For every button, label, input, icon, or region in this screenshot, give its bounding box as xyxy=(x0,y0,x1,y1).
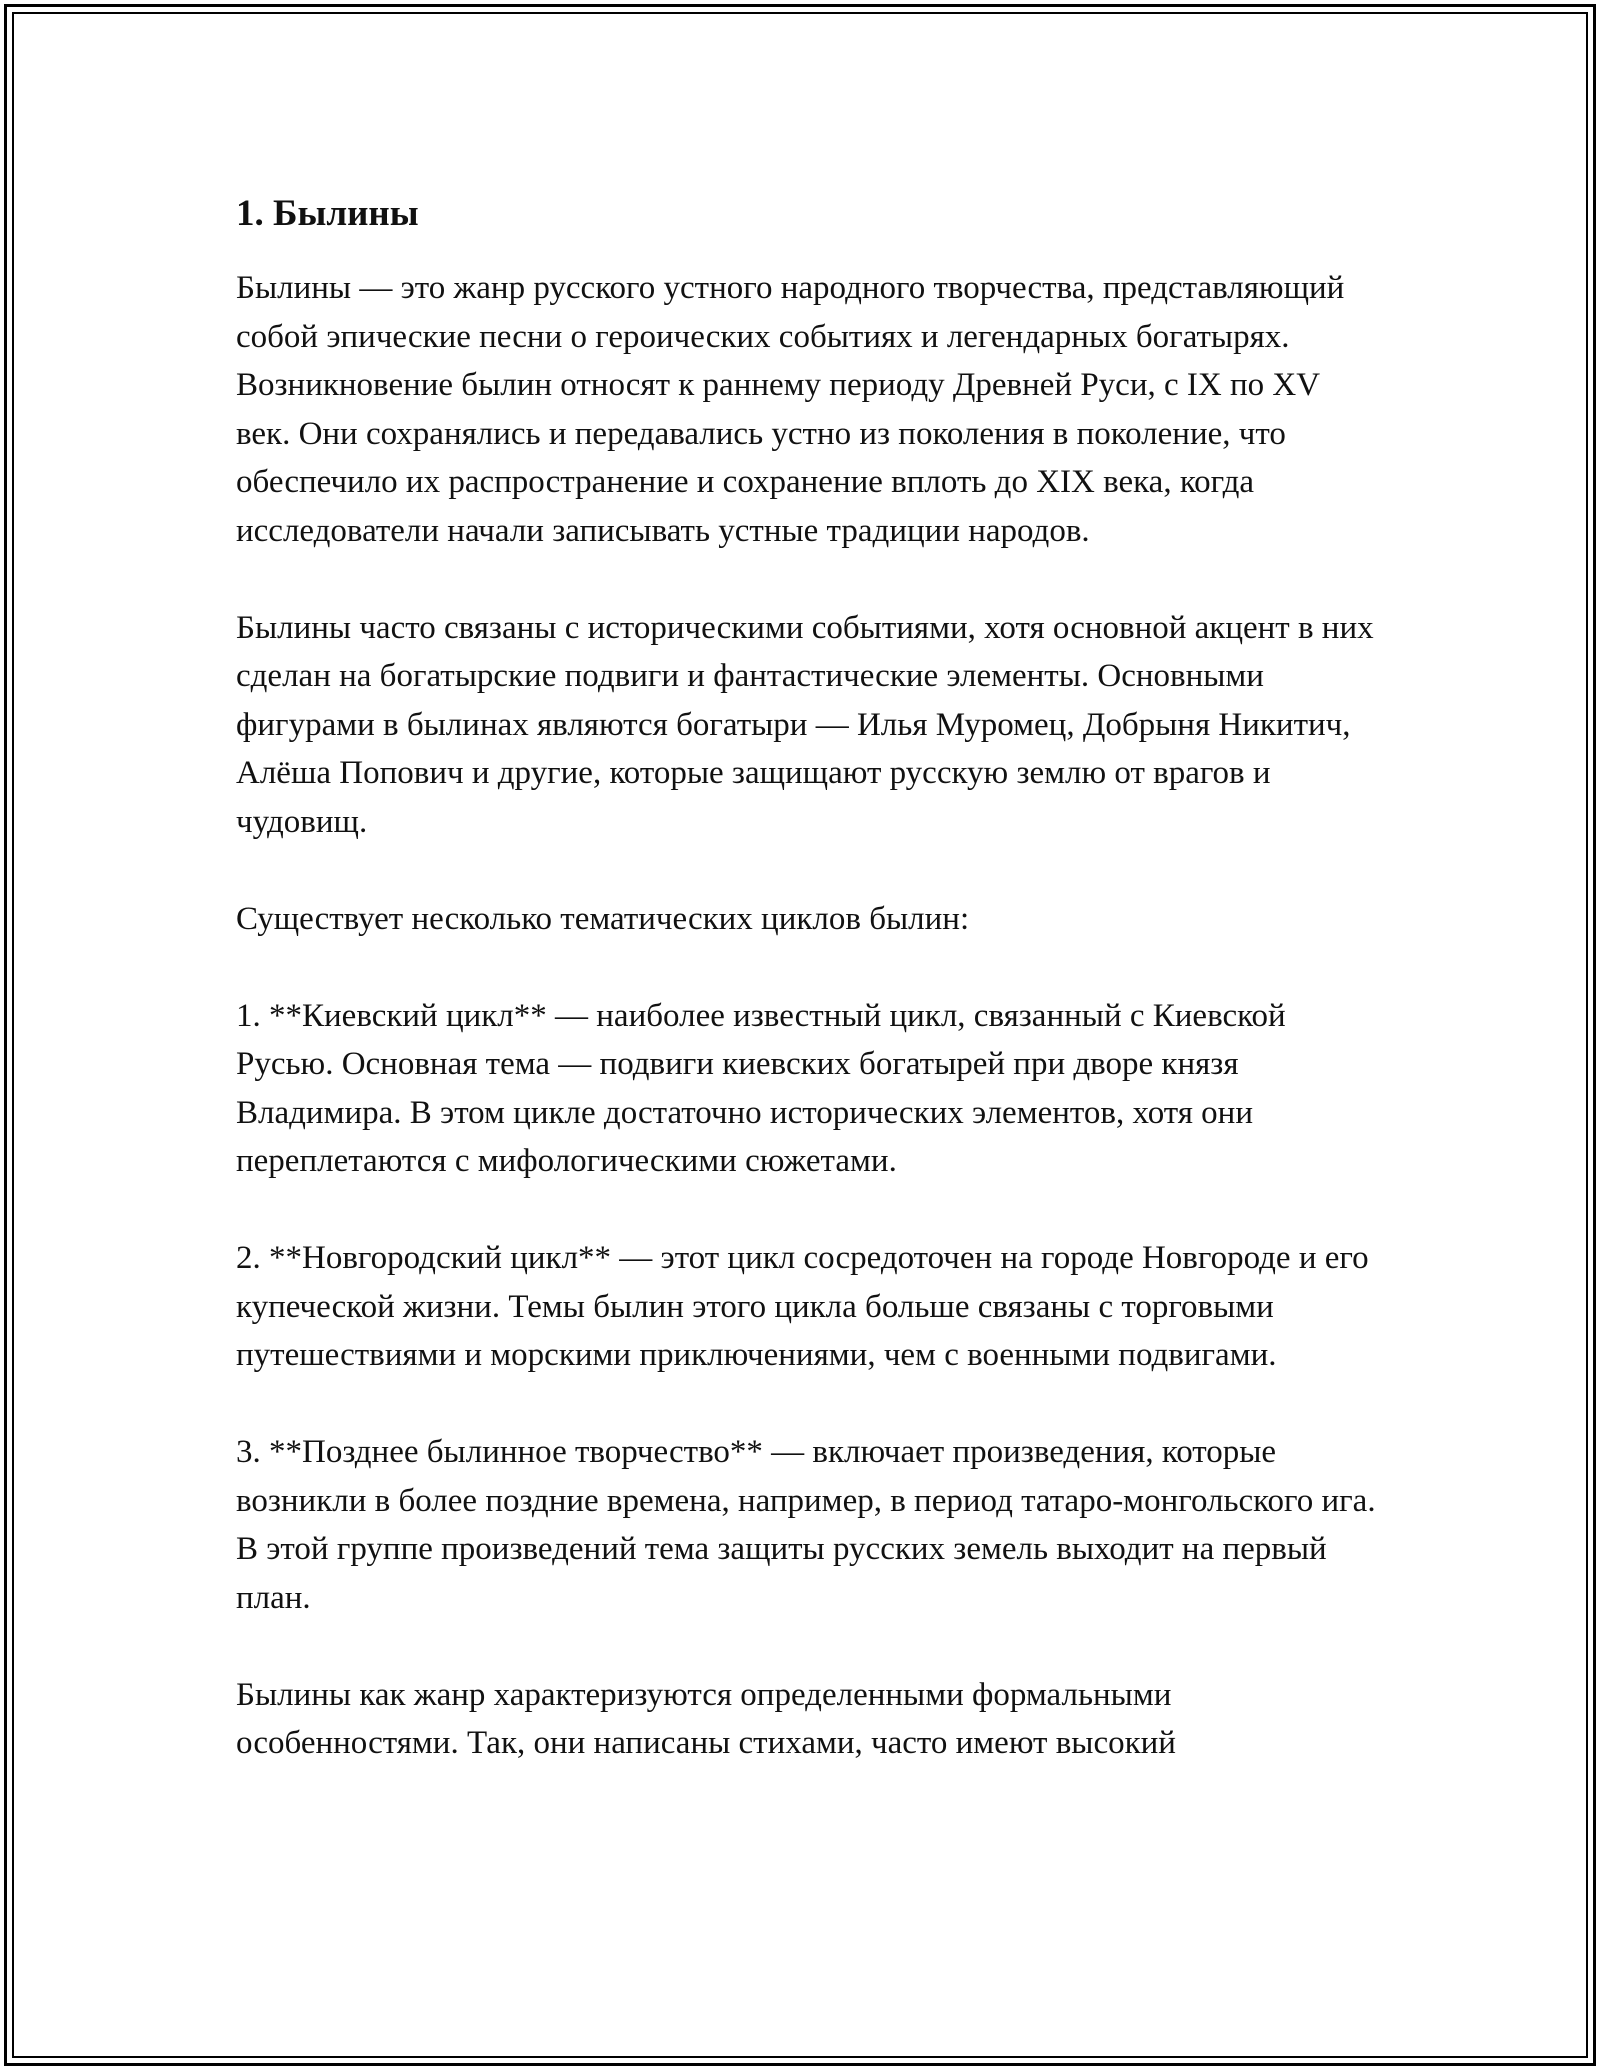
paragraph-novgorod-cycle: 2. **Новгородский цикл** — этот цикл сосредоточен на городе Новгороде и его купеческой жизни. Темы былин этого цикла больше связаны с торговыми путешествиями и морскими приключениями, чем с военными подвигами. xyxy=(236,1240,1369,1373)
section-heading: 1. Былины xyxy=(236,193,419,234)
paragraph-heroes: Былины часто связаны с историческими событиями, хотя основной акцент в них сделан на богатырские подвиги и фантастические элементы. Основными фигурами в былинах являются богатыри — Илья Муромец, Добрыня Никитич, Алёша Попович и другие, которые защищают русскую землю от врагов и чудовищ. xyxy=(236,609,1374,840)
paragraph-late-cycle: 3. **Позднее былинное творчество** — включает произведения, которые возникли в более поздние времена, например, в период татаро-монгольского ига. В этой группе произведений тема защиты русских земель выходит на первый план. xyxy=(236,1434,1376,1616)
paragraph-cycles-intro: Существует несколько тематических циклов былин: xyxy=(236,900,970,937)
paragraph-kiev-cycle: 1. **Киевский цикл** — наиболее известный цикл, связанный с Киевской Русью. Основная тема — подвиги киевских богатырей при дворе князя Владимира. В этом цикле достаточно исторических элементов, хотя они переплетаются с мифологическими сюжетами. xyxy=(236,997,1286,1179)
heading-spacer xyxy=(236,242,1376,264)
paragraph-intro: Былины — это жанр русского устного народного творчества, представляющий собой эпические песни о героических событиях и легендарных богатырях. Возникновение былин относят к раннему периоду Древней Руси, с IX по XV век. Они сохранялись и передавались устно из поколения в поколение, что обеспечило их распространение и сохранение вплоть до XIX века, когда исследователи начали записывать устные традиции народов. xyxy=(236,270,1345,549)
paragraph-genre-features: Былины как жанр характеризуются определенными формальными особенностями. Так, они написаны стихами, часто имеют высокий xyxy=(236,1676,1176,1761)
document-body xyxy=(236,186,1376,1768)
